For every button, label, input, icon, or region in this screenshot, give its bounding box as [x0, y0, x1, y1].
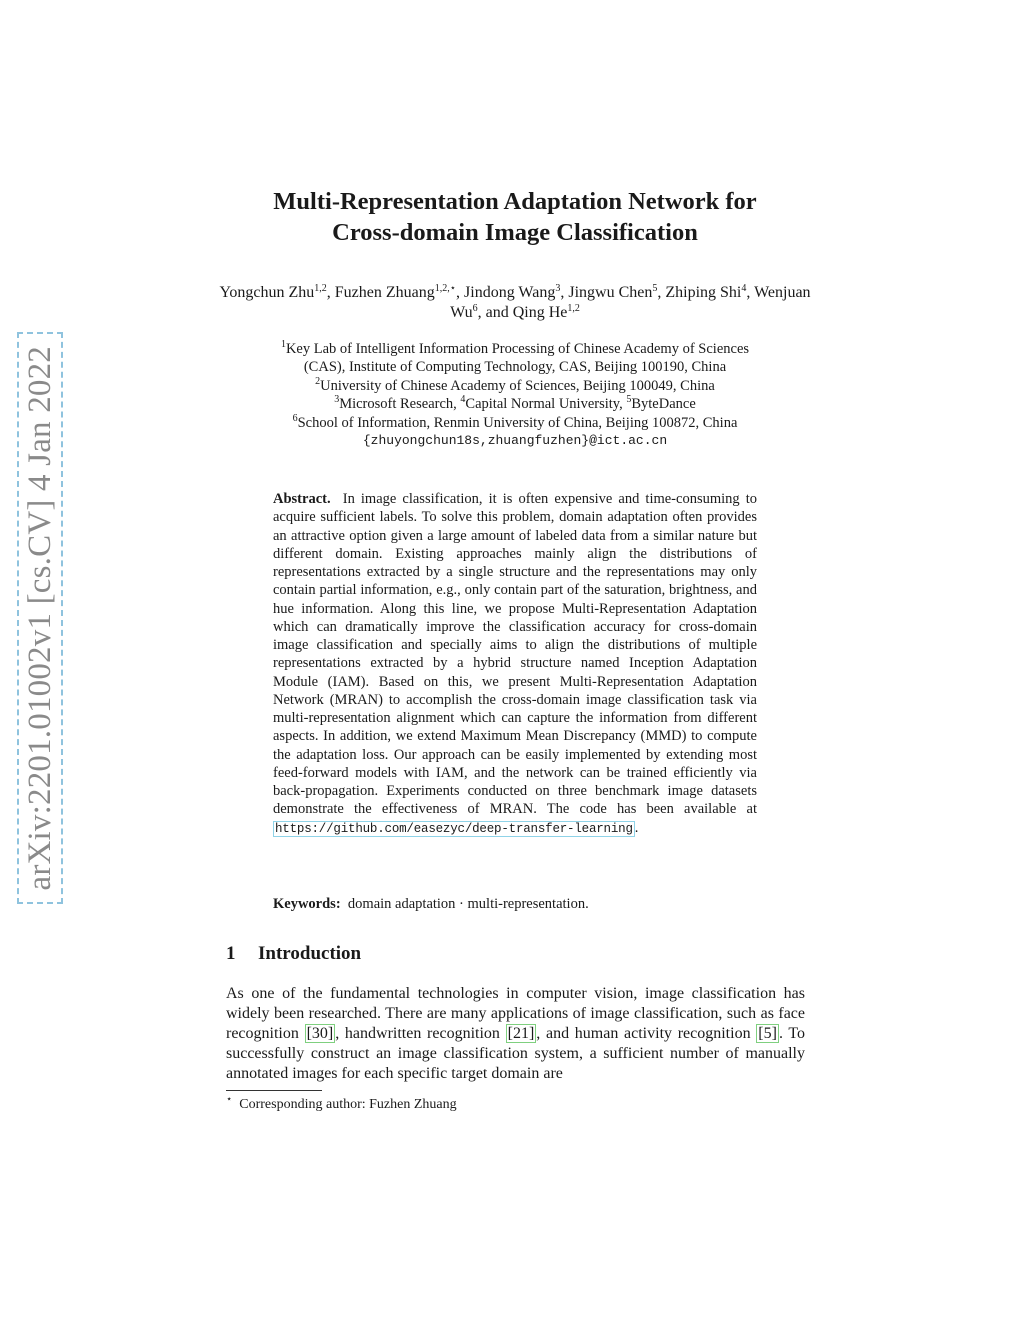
abstract — [273, 490, 757, 838]
citation-link[interactable]: [5] — [758, 1025, 777, 1043]
footnote-rule — [226, 1090, 322, 1091]
affiliation-6 — [200, 414, 830, 432]
affiliations — [200, 340, 830, 450]
author-list — [210, 283, 820, 323]
affil-text: University of Chinese Academy of Sciences, Beijing 100049, China — [320, 377, 715, 394]
author-email[interactable]: {zhuyongchun18s,zhuangfuzhen}@ict.ac.cn — [362, 433, 668, 449]
title-line-1: Multi-Representation Adaptation Network for — [273, 188, 757, 215]
author-sep: , and — [477, 304, 513, 321]
author-sep: , — [746, 284, 755, 301]
keywords-text: domain adaptation · multi-representation. — [347, 896, 589, 912]
paper-title — [200, 186, 830, 248]
intro-paragraph — [226, 984, 805, 1084]
affil-sup: 1 — [280, 339, 286, 350]
author-affil-sup: 3 — [555, 283, 561, 294]
author-affil-sup: 1,2,⋆ — [434, 283, 457, 294]
affiliation-1-cont: (CAS), Institute of Computing Technology, CAS, Beijing 100190, China — [303, 359, 727, 376]
citation-link[interactable]: [30] — [306, 1025, 334, 1043]
citation-link[interactable]: [21] — [507, 1025, 535, 1043]
author-affil-sup: 5 — [652, 283, 658, 294]
author-name: Yongchun Zhu — [219, 284, 315, 301]
intro-text: , handwritten recognition — [335, 1025, 506, 1043]
author-name: Wenjuan Wu — [450, 284, 811, 321]
keywords — [273, 895, 757, 913]
author-sep: , — [326, 284, 335, 301]
section-heading — [226, 943, 361, 965]
author-sep: , — [657, 284, 666, 301]
footnote-mark: ⋆ — [226, 1094, 233, 1105]
author-name: Fuzhen Zhuang — [334, 284, 435, 301]
affiliation-2 — [200, 377, 830, 395]
author-name: Jingwu Chen — [568, 284, 653, 301]
author-sep: , — [456, 284, 465, 301]
author-name: Zhiping Shi — [665, 284, 742, 301]
abstract-label: Abstract. — [273, 491, 331, 507]
section-number: 1 — [226, 943, 236, 964]
abstract-end: . — [634, 819, 639, 836]
code-link[interactable]: https://github.com/easezyc/deep-transfer-learning — [275, 821, 633, 836]
intro-text: . To successfully construct an image classification system, a sufficient number of manually annotated images for each specific target domain are — [226, 1025, 806, 1083]
abstract-text: In image classification, it is often expensive and time-consuming to acquire sufficient labels. To solve this problem, domain adaptation often provides an attractive option given a large amount of labeled data from a similar nature but different domain. Existing approaches mainly align the distributions of representations extracted by a single structure and the representations may only contain partial information, e.g., only contain part of the saturation, brightness, and hue information. Along this line, we propose Multi-Representation Adaptation which can dramatically improve the classification accuracy for cross-domain image classification and specially aims to align the distributions of multiple representations extracted by a hybrid structure named Inception Adaptation Module (IAM). Based on this, we present Multi-Representation Adaptation Network (MRAN) to accomplish the cross-domain image classification task via multi-representation alignment which can capture the information from different aspects. In addition, we extend Maximum Mean Discrepancy (MMD) to compute the adaptation loss. Our approach can be easily implemented by extending most feed-forward models with IAM, and the network can be trained efficiently via back-propagation. Experiments conducted on three benchmark image datasets demonstrate the effectiveness of MRAN. The code has been available at — [273, 491, 757, 818]
title-line-2: Cross-domain Image Classification — [332, 219, 698, 246]
keywords-label: Keywords: — [273, 896, 341, 912]
affil-text: Key Lab of Intelligent Information Processing of Chinese Academy of Sciences — [285, 341, 750, 357]
section-title: Introduction — [258, 943, 362, 964]
intro-text: , and human activity recognition — [536, 1025, 757, 1043]
affiliation-1 — [200, 340, 830, 358]
footnote — [226, 1096, 457, 1114]
affil-text: School of Information, Renmin University of China, Beijing 100872, China — [297, 414, 738, 431]
author-affil-sup: 6 — [472, 303, 478, 314]
arxiv-stamp-label: arXiv:2201.01002v1 [cs.CV] 4 Jan 2022 — [21, 345, 58, 891]
affiliation-3-4-5 — [200, 395, 830, 413]
author-sep: , — [560, 284, 569, 301]
affil-text: ByteDance — [631, 396, 696, 413]
affil-text: Microsoft Research, — [339, 396, 461, 413]
affil-sup: 3 — [334, 394, 340, 406]
affil-text: Capital Normal University, — [465, 396, 627, 413]
author-affil-sup: 4 — [741, 283, 747, 294]
affil-sup: 5 — [626, 394, 632, 406]
affil-sup: 4 — [460, 394, 466, 406]
author-affil-sup: 1,2 — [567, 303, 580, 314]
author-name: Qing He — [512, 304, 568, 321]
affil-sup: 6 — [292, 412, 298, 424]
footnote-text: Corresponding author: Fuzhen Zhuang — [239, 1097, 457, 1112]
arxiv-stamp[interactable] — [18, 335, 62, 901]
author-affil-sup: 1,2 — [314, 283, 327, 294]
intro-text: As one of the fundamental technologies in computer vision, image classification has widely been researched. There are many applications of image classification, such as face recognition — [226, 985, 805, 1043]
author-name: Jindong Wang — [464, 284, 556, 301]
affil-sup: 2 — [315, 375, 321, 387]
